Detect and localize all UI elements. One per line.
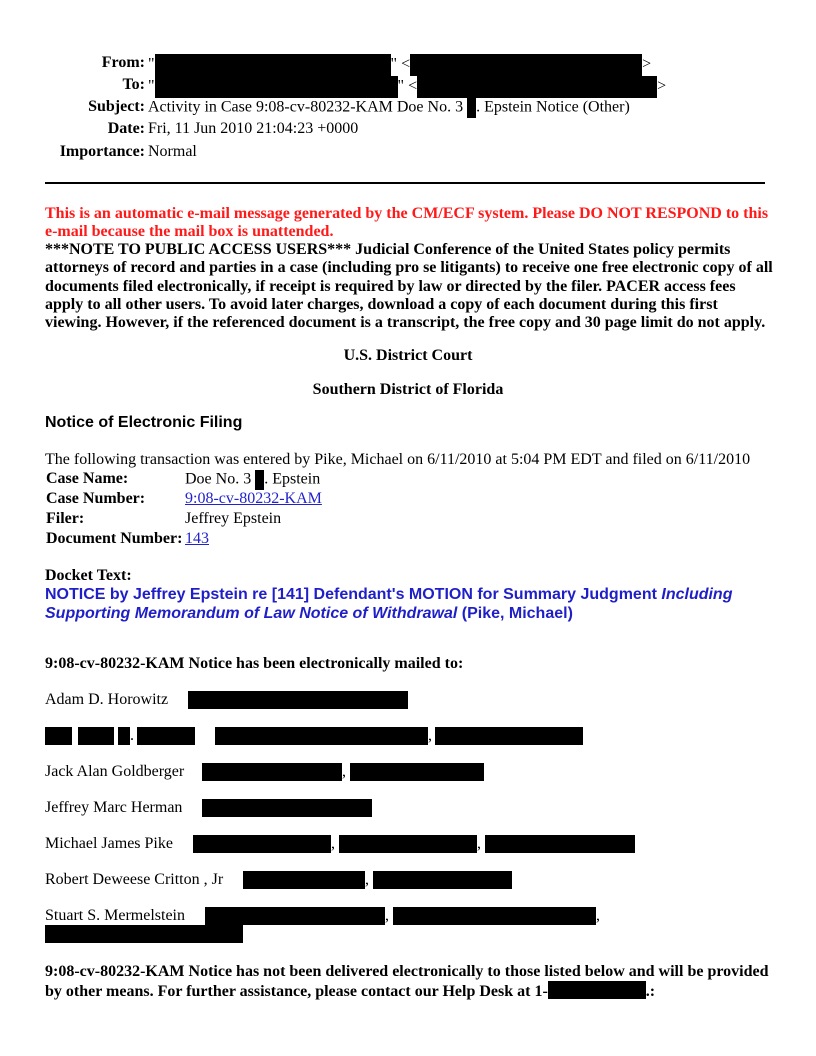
redaction-block [202,799,372,817]
redaction-block [410,54,642,76]
redaction-block [339,835,477,853]
comma-text: , [385,907,389,924]
redaction-block [155,76,398,98]
comma-text: , [428,727,432,744]
redaction-block [435,727,583,745]
redaction-block [78,727,114,745]
redaction-block [188,691,408,709]
date-value: Fri, 11 Jun 2010 21:04:23 +0000 [148,120,359,137]
recipient-row [45,833,173,855]
case-number-label: Case Number: [46,490,146,507]
redaction-block [485,835,635,853]
docket-text-label: Docket Text: [45,567,132,584]
redaction-block [373,871,512,889]
to-label: To: [122,76,145,93]
header-divider [45,182,765,184]
recipient-name: Michael James Pike [45,835,173,852]
recipient-name: Jeffrey Marc Herman [45,799,183,816]
redaction-block [45,727,72,745]
document-number-link[interactable]: 143 [185,530,209,547]
recipient-row [45,797,182,819]
recipient-row [45,761,184,783]
mailed-heading: 9:08-cv-80232-KAM Notice has been electronically mailed to: [45,655,464,672]
redaction-block [548,981,646,999]
redaction-block [118,727,130,745]
subject-label: Subject: [88,98,145,115]
redaction-block [243,871,365,889]
redaction-block [350,763,484,781]
recipient-row [45,689,168,711]
recipient-row [45,869,223,891]
date-label: Date: [107,120,145,137]
subject-value: Activity in Case 9:08-cv-80232-KAM Doe No. 3 . Epstein Notice (Other) [148,98,630,118]
public-access-note: ***NOTE TO PUBLIC ACCESS USERS*** Judicial Conference of the United States policy permits attorneys of record and parties in a case (including pro se litigants) to receive one free electronic copy of all documents filed electronically, if receipt is required by law or directed by the filer. PACER access fees apply to all other users. To avoid later charges, download a copy of each document during this first viewing. However, if the referenced document is a transcript, the free copy and 30 page limit do not apply. [45,241,773,332]
docket-text: NOTICE by Jeffrey Epstein re [141] Defendant's MOTION for Summary Judgment Including Supporting Memorandum of Law Notice of Withdrawal (Pike, Michael) [45,586,733,622]
comma-text: , [477,835,481,852]
filer-value: Jeffrey Epstein [185,510,282,527]
case-number-link[interactable]: 9:08-cv-80232-KAM [185,490,322,507]
recipient-name: Adam D. Horowitz [45,691,169,708]
period-text: . [130,727,134,744]
recipient-name: Stuart S. Mermelstein [45,907,185,924]
importance-label: Importance: [59,143,145,160]
redaction-block [193,835,331,853]
redaction-block [467,98,476,118]
redaction-block [45,925,243,943]
comma-text: , [365,871,369,888]
district-name: Southern District of Florida [312,381,504,398]
redaction-block [205,907,385,925]
from-value: " " < > [148,54,651,76]
recipient-name: Robert Deweese Critton , Jr [45,871,224,888]
nef-title: Notice of Electronic Filing [45,414,243,431]
redaction-block [393,907,596,925]
document-number-label: Document Number: [46,530,183,547]
filer-label: Filer: [46,510,85,527]
auto-message-warning: This is an automatic e-mail message generated by the CM/ECF system. Please DO NOT RESPOND to this e-mail because the mail box is unattended. [45,205,769,240]
case-name-value: Doe No. 3 . Epstein [185,470,320,490]
court-name: U.S. District Court [343,347,473,364]
to-value: " " < > [148,76,666,98]
redaction-block [155,54,391,76]
redaction-block [137,727,195,745]
recipient-row [45,905,185,927]
comma-text: , [342,763,346,780]
not-delivered-text: 9:08-cv-80232-KAM Notice has not been delivered electronically to those listed below and will be provided by other means. For further assistance, please contact our Help Desk at 1- .: [45,963,769,1000]
case-name-label: Case Name: [46,470,129,487]
from-label: From: [101,54,145,71]
redaction-block [255,470,264,490]
redaction-block [215,727,428,745]
comma-text: , [596,907,600,924]
redaction-block [202,763,342,781]
recipient-name: Jack Alan Goldberger [45,763,185,780]
redaction-block [417,76,657,98]
comma-text: , [331,835,335,852]
importance-value: Normal [148,143,197,160]
transaction-text: The following transaction was entered by Pike, Michael on 6/11/2010 at 5:04 PM EDT and filed on 6/11/2010 [45,451,751,468]
